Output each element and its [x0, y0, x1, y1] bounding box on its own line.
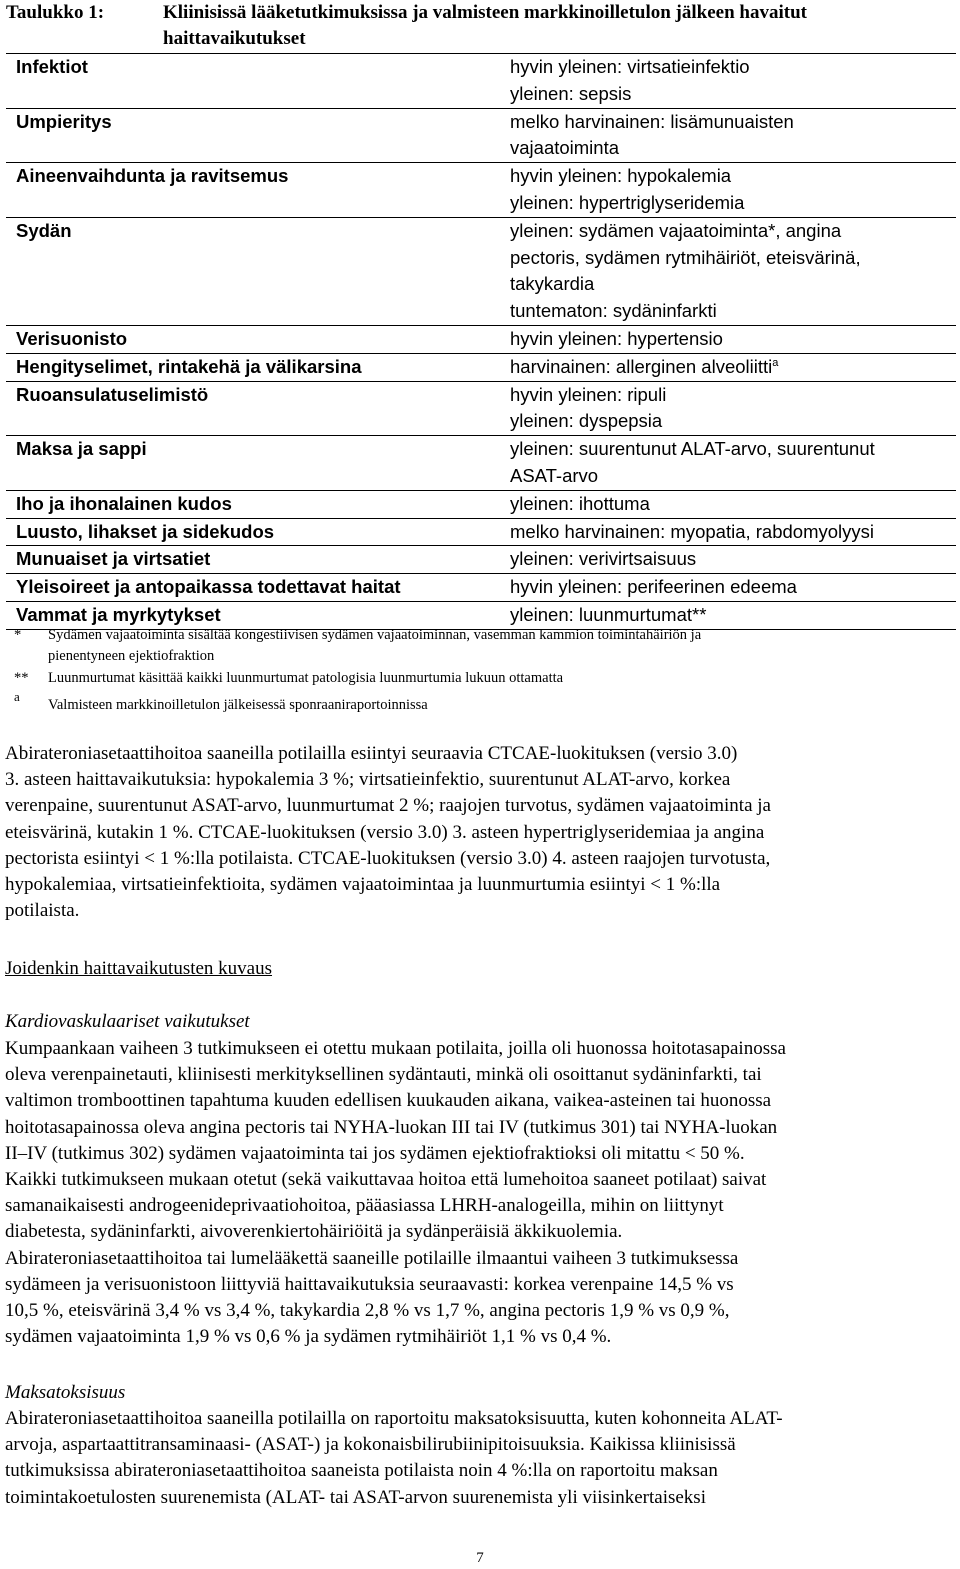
effect-line [510, 354, 956, 381]
text-line: pectorista esiintyi < 1 %:lla potilaista. CTCAE-luokituksen (versio 3.0) 4. asteen raajojen turvotusta, [5, 847, 771, 869]
effect-line [510, 163, 956, 190]
subheading-cardiovascular [5, 1009, 955, 1035]
section-heading-text: Joidenkin haittavaikutusten kuvaus [5, 958, 273, 979]
effects-cell [500, 108, 956, 163]
effect-text: harvinainen: allerginen alveoliitti [510, 355, 773, 377]
text-line: toimintakoetulosten suurenemista (ALAT- tai ASAT-arvon suurenemista yli viisinkertaiseksi [5, 1486, 706, 1508]
effects-cell [500, 436, 956, 491]
effects-cell [500, 54, 956, 109]
effects-cell [500, 163, 956, 218]
text-line: Kaikki tutkimukseen mukaan otetut (sekä vaikuttavaa hoitoa että lumehoitoa saaneet potilaat) saivat [5, 1169, 767, 1191]
effect-text: yleinen: sydämen vajaatoiminta*, angina [510, 219, 842, 241]
effect-text: yleinen: luunmurtumat** [510, 603, 707, 625]
table-row [6, 54, 956, 109]
effect-line [510, 81, 956, 108]
organ-class-cell: Aineenvaihdunta ja ravitsemus [16, 165, 289, 187]
organ-class-cell: Iho ja ihonalainen kudos [16, 492, 232, 514]
table-row [6, 381, 956, 436]
text-line: 10,5 %, eteisvärinä 3,4 % vs 3,4 %, takykardia 2,8 % vs 1,7 %, angina pectoris 1,9 % vs 0,9 %, [5, 1300, 730, 1322]
text-line: oleva verenpainetauti, kliinisesti merkityksellinen sydäntauti, minkä oli osoittanut sydäninfarkti, tai [5, 1064, 762, 1086]
subheading-text: Kardiovaskulaariset vaikutukset [5, 1011, 250, 1032]
effect-line [510, 298, 956, 325]
table-row [6, 325, 956, 353]
section-heading [5, 956, 955, 982]
effect-text: yleinen: verivirtsaisuus [510, 548, 697, 570]
effect-text: yleinen: dyspepsia [510, 410, 663, 432]
effects-cell [500, 518, 956, 546]
text-line: II–IV (tutkimus 302) sydämen vajaatoiminta tai jos sydämen ejektiofraktioksi oli mitattu < 50 %. [5, 1142, 745, 1164]
organ-class-cell: Infektiot [16, 56, 88, 77]
subheading-hepatotoxicity [5, 1380, 955, 1406]
effect-line [510, 109, 956, 136]
effect-line [510, 436, 956, 463]
text-line: hypokalemiaa, virtsatieinfektioita, sydämen vajaatoimintaa ja luunmurtumia esiintyi < 1 %:lla [5, 874, 721, 896]
effect-text: melko harvinainen: myopatia, rabdomyolyysi [510, 520, 875, 542]
text-line: verenpaine, suurentunut ASAT-arvo, luunmurtumat 2 %; raajojen turvotus, sydämen vajaatoiminta ja [5, 795, 771, 817]
text-line: valtimon tromboottinen tapahtuma kuuden edellisen kuukauden aikana, vaikea-asteinen tai huonossa [5, 1090, 772, 1112]
organ-class-cell: Maksa ja sappi [16, 438, 147, 460]
organ-class-cell: Luusto, lihakset ja sidekudos [16, 520, 275, 542]
table-row [6, 163, 956, 218]
footnote-line: Luunmurtumat käsittää kaikki luunmurtumat patologisia luunmurtumia lukuun ottamatta [48, 670, 564, 686]
text-line: tutkimuksissa abirateroniasetaattihoitoa saaneista potilaista noin 4 %:lla on raportoitu maksan [5, 1460, 718, 1482]
effect-text: hyvin yleinen: hypokalemia [510, 165, 732, 187]
table-row [6, 436, 956, 491]
text-line: Abirateroniasetaattihoitoa saaneilla potilailla esiintyi seuraavia CTCAE-luokituksen (versio 3.0) [5, 743, 738, 764]
effect-text: yleinen: sepsis [510, 82, 632, 104]
effect-text: hyvin yleinen: perifeerinen edeema [510, 576, 797, 598]
paragraph-ctcae [5, 741, 955, 924]
effects-cell [500, 217, 956, 325]
effect-line [510, 546, 956, 573]
table-row [6, 546, 956, 574]
effect-line [510, 382, 956, 409]
effect-text: vajaatoiminta [510, 137, 620, 159]
effect-line [510, 54, 956, 81]
effects-cell [500, 325, 956, 353]
effect-line [510, 519, 956, 546]
paragraph-hepatotoxicity [5, 1406, 955, 1511]
table-row [6, 217, 956, 325]
effects-cell [500, 490, 956, 518]
table-title: Kliinisissä lääketutkimuksissa ja valmisteen markkinoilletulon jälkeen havaitut haittavaikutukset [163, 2, 807, 49]
footnote-mark: * [14, 627, 22, 643]
table-row [6, 518, 956, 546]
table-row [6, 108, 956, 163]
effect-text: tuntematon: sydäninfarkti [510, 300, 717, 322]
footnote-mark: a [14, 689, 20, 704]
effect-line [510, 574, 956, 601]
effect-text: yleinen: ihottuma [510, 492, 650, 514]
effect-text: hyvin yleinen: ripuli [510, 383, 667, 405]
text-line: arvoja, aspartaattitransaminaasi- (ASAT-) ja kokonaisbilirubiinipitoisuuksia. Kaikissa kliinisissä [5, 1434, 736, 1456]
effect-text: hyvin yleinen: virtsatieinfektio [510, 56, 750, 77]
effect-text: yleinen: suurentunut ALAT-arvo, suurentunut [510, 438, 875, 460]
organ-class-cell: Sydän [16, 219, 72, 241]
effect-line [510, 326, 956, 353]
organ-class-cell: Hengityselimet, rintakehä ja välikarsina [16, 355, 362, 377]
text-line: sydämeen ja verisuonistoon liittyviä haittavaikutuksia seuraavasti: korkea verenpaine 14,5 % vs [5, 1273, 734, 1295]
footnote-line: Valmisteen markkinoilletulon jälkeisessä sponraaniraportoinnissa [48, 697, 428, 713]
organ-class-cell: Ruoansulatuselimistö [16, 383, 209, 405]
text-line: sydämen vajaatoiminta 1,9 % vs 0,6 % ja sydämen rytmihäiriöt 1,1 % vs 0,4 %. [5, 1326, 612, 1348]
effect-text: pectoris, sydämen rytmihäiriöt, eteisvärinä, [510, 246, 861, 268]
effects-cell [500, 381, 956, 436]
table-label: Taulukko 1: [6, 2, 105, 23]
text-line: Abirateroniasetaattihoitoa tai lumelääkettä saaneille potilaille ilmaantui vaiheen 3 tutkimuksessa [5, 1247, 739, 1269]
text-line: potilaista. [5, 900, 80, 922]
effects-cell [500, 574, 956, 602]
text-line: samanaikaisesti androgeenideprivaatiohoitoa, pääasiassa LHRH-analogeilla, mihin on liittynyt [5, 1195, 724, 1217]
subheading-text: Maksatoksisuus [5, 1382, 126, 1403]
effect-line [510, 190, 956, 217]
effect-line [510, 135, 956, 162]
organ-class-cell: Munuaiset ja virtsatiet [16, 548, 211, 570]
footnote-line: Sydämen vajaatoiminta sisältää kongestiivisen sydämen vajaatoiminnan, vasemman kammion toimintahäiriön ja [48, 627, 702, 643]
effect-line [510, 463, 956, 490]
effect-text: hyvin yleinen: hypertensio [510, 327, 723, 349]
organ-class-cell: Yleisoireet ja antopaikassa todettavat haitat [16, 576, 401, 598]
footnote-text [48, 625, 910, 667]
table-row [6, 353, 956, 381]
effect-line [510, 271, 956, 298]
effect-line [510, 491, 956, 518]
text-line: eteisvärinä, kutakin 1 %. CTCAE-luokituksen (versio 3.0) 3. asteen hypertriglyseridemiaa ja angina [5, 821, 765, 843]
effect-text: yleinen: hypertriglyseridemia [510, 191, 745, 213]
table-row [6, 490, 956, 518]
effects-cell [500, 353, 956, 381]
effect-text: melko harvinainen: lisämunuaisten [510, 110, 794, 132]
text-line: Abirateroniasetaattihoitoa saaneilla potilailla on raportoitu maksatoksisuutta, kuten kohonneita ALAT- [5, 1408, 783, 1429]
footnote-text [48, 668, 910, 689]
footnote-marker: a [772, 356, 779, 369]
effect-line [510, 408, 956, 435]
text-line: Kumpaankaan vaiheen 3 tutkimukseen ei otettu mukaan potilaita, joilla oli huonossa hoitotasapainossa [5, 1038, 786, 1059]
effects-cell [500, 546, 956, 574]
text-line: diabetesta, sydäninfarkti, aivoverenkiertohäiriöitä ja sydänperäisiä äkkikuolemia. [5, 1221, 623, 1243]
footnote-text [48, 695, 910, 716]
effect-line [510, 218, 956, 245]
adverse-effects-table [6, 53, 956, 630]
effect-line [510, 245, 956, 272]
organ-class-cell: Verisuonisto [16, 327, 128, 349]
effect-text: takykardia [510, 273, 595, 295]
footnote-line: pienentyneen ejektiofraktion [48, 648, 215, 664]
table-row [6, 574, 956, 602]
footnote-mark: ** [14, 670, 29, 686]
organ-class-cell: Umpieritys [16, 110, 112, 132]
page-number: 7 [476, 1550, 484, 1566]
text-line: hoitotasapainossa oleva angina pectoris tai NYHA-luokan III tai IV (tutkimus 301) tai NYHA-luokan [5, 1116, 778, 1138]
paragraph-cardiovascular [5, 1036, 955, 1350]
text-line: 3. asteen haittavaikutuksia: hypokalemia 3 %; virtsatieinfektio, suurentunut ALAT-arvo, korkea [5, 769, 731, 791]
organ-class-cell: Vammat ja myrkytykset [16, 603, 221, 625]
effect-text: ASAT-arvo [510, 464, 599, 486]
